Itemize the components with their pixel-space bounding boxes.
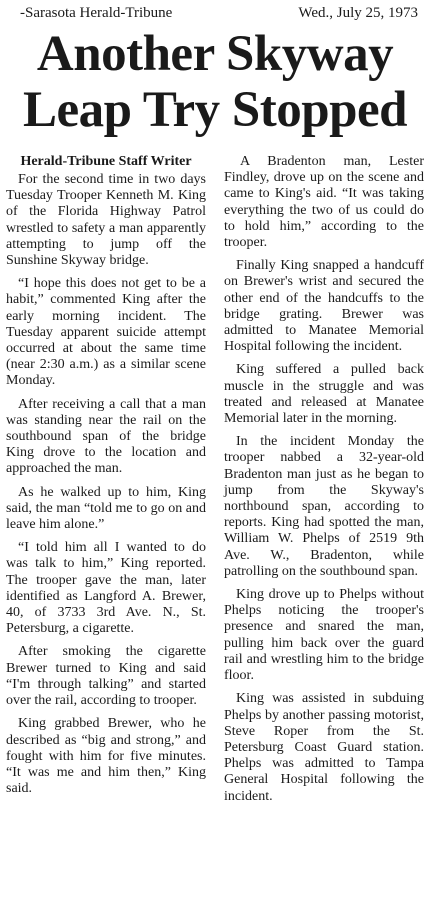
paragraph: In the incident Monday the trooper nabbed a 32-year-old Bradenton man just as he began to jump from the Skyway's northbound span, according to reports. King had spotted the man, William W. Phelps of 2519 9th Ave. W., Bradenton, while patrolling on the southbound span. — [224, 434, 424, 579]
masthead — [6, 4, 424, 22]
headline — [6, 26, 424, 138]
paragraph: King suffered a pulled back muscle in the struggle and was treated and released at Manatee Memorial later in the morning. — [224, 362, 424, 427]
left-column — [6, 154, 206, 812]
paragraph: After receiving a call that a man was standing near the rail on the southbound span of the bridge King drove to the location and approached the man. — [6, 396, 206, 477]
newspaper-clipping — [6, 4, 424, 903]
paragraph: After smoking the cigarette Brewer turned to King and said “I'm through talking” and started over the rail, according to trooper. — [6, 644, 206, 709]
newspaper-name: -Sarasota Herald-Tribune — [20, 5, 173, 21]
paragraph: “I told him all I wanted to do was talk to him,” King reported. The trooper gave the man, later identified as Langford A. Brewer, 40, of 3733 3rd Ave. N., St. Petersburg, a cigarette. — [6, 540, 206, 637]
paragraph: King was assisted in subduing Phelps by another passing motorist, Steve Roper from the St. Petersburg Coast Guard station. Phelps was admitted to Tampa General Hospital following the incident. — [224, 691, 424, 804]
article-body — [6, 154, 424, 812]
byline: Herald-Tribune Staff Writer — [20, 154, 192, 169]
right-column — [224, 154, 424, 812]
headline-line-1: Another Skyway — [36, 26, 394, 82]
paragraph: King grabbed Brewer, who he described as “big and strong,” and fought with him for five minutes. “It was me and him then,” King said. — [6, 716, 206, 797]
publication-date: Wed., July 25, 1973 — [298, 5, 418, 21]
paragraph: “I hope this does not get to be a habit,” commented King after the early morning incident. The Tuesday apparent suicide attempt occurred at about the same time (near 2:30 a.m.) as a similar scene Monday. — [6, 276, 206, 389]
paragraph: King drove up to Phelps without Phelps noticing the trooper's presence and snared the man, pulling him back over the guard rail and wrestling him to the bridge floor. — [224, 587, 424, 684]
paragraph: As he walked up to him, King said, the man “told me to go on and leave him alone.” — [6, 484, 206, 533]
headline-line-2: Leap Try Stopped — [22, 82, 408, 138]
paragraph: Finally King snapped a handcuff on Brewer's wrist and secured the other end of the handcuffs to the bridge grating. Brewer was admitted to Manatee Memorial Hospital following the incident. — [224, 258, 424, 355]
paragraph: A Bradenton man, Lester Findley, drove up on the scene and came to King's aid. “It was taking everything the two of us could do to hold him,” according to the trooper. — [224, 154, 424, 251]
paragraph: For the second time in two days Tuesday Trooper Kenneth M. King of the Florida Highway Patrol wrestled to safety a man apparently attempting to jump off the Sunshine Skyway bridge. — [6, 172, 206, 269]
